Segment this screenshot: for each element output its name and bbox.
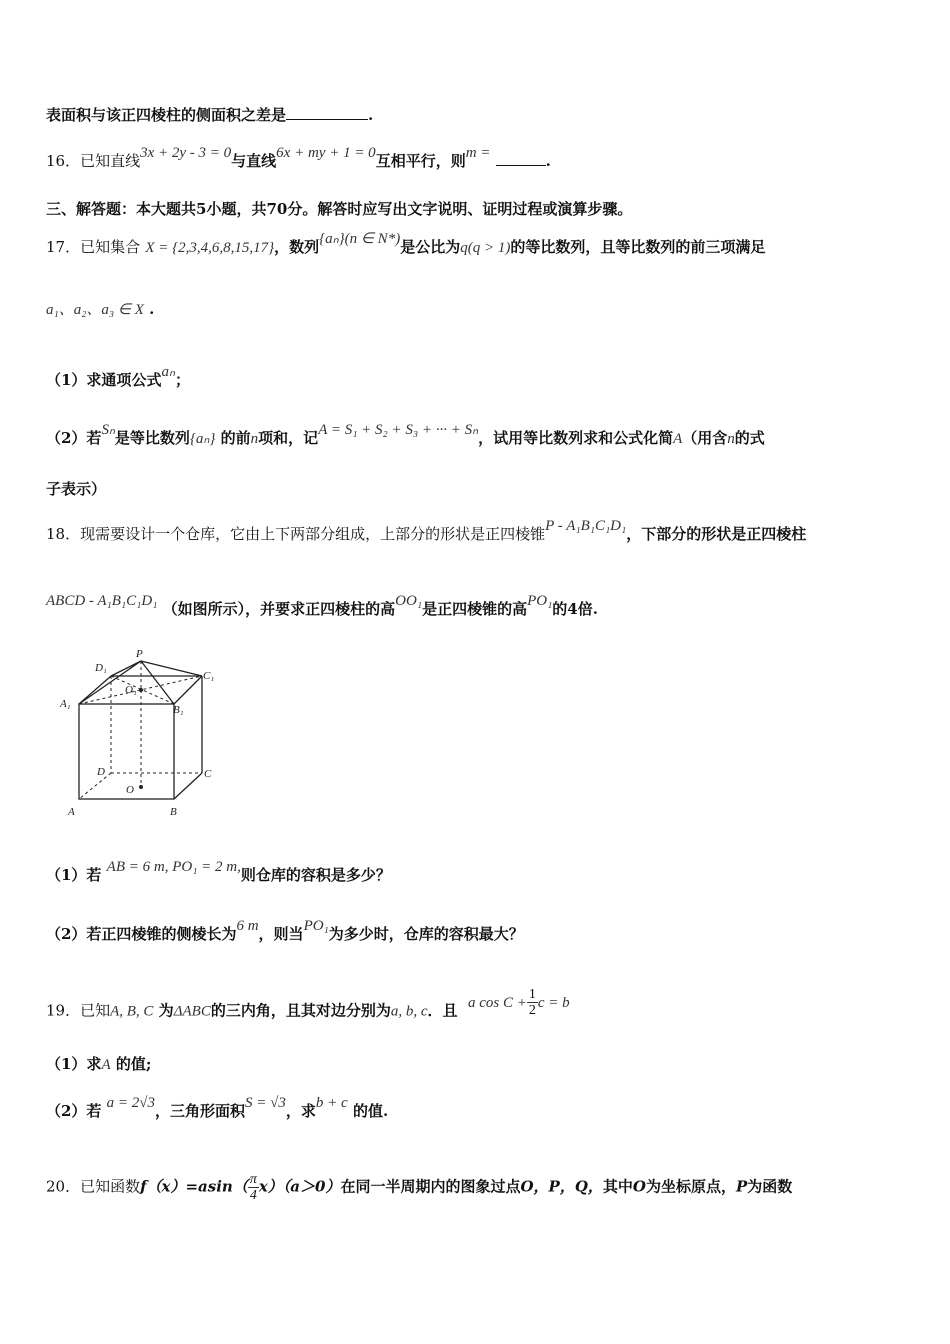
q18-oo1: OO₁ <box>395 593 423 609</box>
q20-frac-pi4 <box>248 1172 259 1203</box>
fig-label-a1: A₁ <box>60 698 71 710</box>
q17-part1: （1）求通项公式aₙ； <box>46 364 190 389</box>
q17-p2-t6: 的式 <box>734 429 765 447</box>
continued-line: 表面积与该正四棱柱的侧面积之差是 . <box>46 106 374 124</box>
fig-label-o: O <box>126 784 134 796</box>
q18-line2 <box>46 593 598 619</box>
q17-p2-a: A <box>673 431 683 447</box>
q20-function: f（x）=asin（ <box>140 1177 248 1196</box>
fig-label-p: P <box>136 648 143 660</box>
q20-t4: 为函数 <box>747 1177 793 1196</box>
q18-p1-tail: 则仓库的容积是多少？ <box>240 866 391 884</box>
q17-p2-a-def: A = S₁ + S₂ + S₃ + ··· + Sₙ <box>318 422 479 438</box>
fig-label-d1: D₁ <box>95 662 107 674</box>
q20-a-cond: a＞0） <box>290 1177 341 1196</box>
q19-p2-a: a = 2√3 <box>106 1095 156 1111</box>
q19-frac-half <box>527 987 538 1018</box>
q20-x: x）（ <box>258 1177 291 1196</box>
q19-part2 <box>46 1095 389 1121</box>
q19-p1-tail: 的值; <box>115 1055 152 1073</box>
q17-p2-n: n <box>250 431 259 447</box>
q16-line2-eq: 6x + my + 1 = 0 <box>276 145 376 161</box>
fig-label-c: C <box>204 768 212 780</box>
q19-sides: a, b, c <box>390 1003 428 1020</box>
q19-part1 <box>46 1053 151 1074</box>
q17-part2 <box>46 422 765 448</box>
q18-p2-t2: 为多少时，仓库的容积最大？ <box>328 925 524 943</box>
q19-t3: ．且 <box>427 1001 458 1020</box>
q17-p2-sn: Sₙ <box>101 422 115 438</box>
q18-p1-cond: AB = 6 m, PO₁ = 2 m, <box>106 859 241 875</box>
q17-terms-line: a₁、a₂、a₃ ∈ X . <box>46 300 155 318</box>
q18-p2-label: （2）若正四棱锥的侧棱长为 <box>46 925 237 943</box>
q19-p2-label: （2）若 <box>46 1102 102 1120</box>
q19-abc-angles: A, B, C <box>110 1003 154 1020</box>
q19-triangle: ΔABC <box>173 1003 211 1020</box>
question-20 <box>46 1172 792 1203</box>
q17-p1-label: （1）求通项公式 <box>46 371 162 389</box>
fig-label-a: A <box>68 806 75 818</box>
q19-p2-bc: b + c <box>315 1095 348 1111</box>
q19-number: 19．已知 <box>46 1001 111 1020</box>
q19-frac-bot: 2 <box>528 1003 536 1018</box>
q18-p2-t1: ，则当 <box>258 925 304 943</box>
q16-answer-blank <box>496 151 546 166</box>
q19-p2-t1: ，三角形面积 <box>155 1102 246 1120</box>
fig-label-c1: C₁ <box>203 670 215 682</box>
question-19 <box>46 987 570 1027</box>
q18-part1 <box>46 859 391 885</box>
q17-an: {aₙ} <box>319 231 345 247</box>
q20-o: O <box>632 1177 646 1196</box>
q17-p2-n2: n <box>727 431 735 447</box>
q17-q: q(q > 1) <box>460 240 511 256</box>
q19-p2-t2: ，求 <box>285 1102 316 1120</box>
fig-label-b1: B₁ <box>173 704 184 716</box>
question-16: 16．已知直线3x + 2y - 3 = 0与直线6x + my + 1 = 0互相平行，则m = . <box>46 145 551 170</box>
q17-part2-cont: 子表示） <box>46 480 107 498</box>
q17-set-x: X = {2,3,4,6,8,15,17} <box>145 240 275 256</box>
q19-p1-label: （1）求 <box>46 1055 102 1073</box>
q18-p2-po1: PO₁ <box>303 918 329 934</box>
answer-blank <box>286 105 368 120</box>
fig-label-b: B <box>170 806 177 818</box>
q18-p2-len: 6 m <box>236 918 259 934</box>
q16-line1-eq: 3x + 2y - 3 = 0 <box>140 145 232 161</box>
q18-t3: 是正四棱锥的高 <box>422 600 528 618</box>
q19-frac-top: 1 <box>528 987 536 1002</box>
q17-t2: 是公比为 <box>400 238 461 256</box>
q19-t2: 的三内角，且其对边分别为 <box>210 1001 391 1020</box>
q17-p2-an: {aₙ} <box>189 431 216 447</box>
q17-terms: a₁、a₂、a₃ ∈ X <box>46 302 144 318</box>
q19-p1-a: A <box>101 1057 111 1073</box>
q17-p2-label: （2）若 <box>46 429 102 447</box>
fig-label-d: D <box>97 766 105 778</box>
q18-part2 <box>46 918 524 944</box>
q18-t2: （如图所示），并要求正四棱柱的高 <box>162 600 396 618</box>
q18-po1: PO₁ <box>527 593 553 609</box>
q19-eq-b: c = b <box>537 994 570 1011</box>
q17-t3: 的等比数列，且等比数列的前三项满足 <box>510 238 766 256</box>
q19-eq-a: a cos C + <box>467 994 527 1011</box>
q20-four: 4 <box>249 1188 257 1203</box>
q16-m-eq: m = <box>465 145 491 161</box>
q17-p2-t5: （用含 <box>682 429 728 447</box>
q20-t1: 在同一半周期内的图象过点 <box>340 1177 521 1196</box>
q17-number: 17．已知集合 <box>46 238 141 256</box>
q20-points: O，P，Q， <box>520 1177 603 1196</box>
q20-pi: π <box>249 1172 257 1187</box>
question-18 <box>46 518 807 544</box>
warehouse-figure <box>55 645 225 825</box>
q18-pyramid: P - A₁B₁C₁D₁ <box>545 518 627 534</box>
q16-number: 16．已知直线 <box>46 152 141 170</box>
q17-p2-t1: 是等比数列 <box>114 429 190 447</box>
q17-p1-an: aₙ <box>161 364 175 380</box>
q20-t2: 其中 <box>602 1177 633 1196</box>
question-17 <box>46 231 766 257</box>
q19-p2-t3: 的值. <box>352 1102 389 1120</box>
q20-p: P <box>736 1177 748 1196</box>
q18-p1-label: （1）若 <box>46 866 102 884</box>
q17-t1: ，数列 <box>274 238 320 256</box>
q19-t1: 为 <box>158 1001 174 1020</box>
q18-number: 18．现需要设计一个仓库，它由上下两部分组成，上部分的形状是正四棱锥 <box>46 525 546 543</box>
q16-tail: 互相平行，则 <box>375 152 466 170</box>
q20-number: 20．已知函数 <box>46 1177 141 1196</box>
q16-mid: 与直线 <box>231 152 277 170</box>
continued-text: 表面积与该正四棱柱的侧面积之差是 <box>46 106 287 124</box>
fig-label-o1: O₁ <box>125 684 137 696</box>
q18-t1: ，下部分的形状是正四棱柱 <box>626 525 807 543</box>
q17-p2-t2: 的前 <box>220 429 251 447</box>
q18-prism: ABCD - A₁B₁C₁D₁ <box>46 593 158 609</box>
q17-p2-t3: 项和，记 <box>258 429 319 447</box>
q20-t3: 为坐标原点， <box>646 1177 737 1196</box>
q18-t4: 的4倍. <box>552 600 598 618</box>
q17-cond: (n ∈ N*) <box>344 231 401 247</box>
q17-p2-t4: ，试用等比数列求和公式化简 <box>478 429 674 447</box>
section-3-heading: 三、解答题：本大题共5小题，共70分。解答时应写出文字说明、证明过程或演算步骤。 <box>46 200 633 218</box>
q19-p2-s: S = √3 <box>245 1095 286 1111</box>
